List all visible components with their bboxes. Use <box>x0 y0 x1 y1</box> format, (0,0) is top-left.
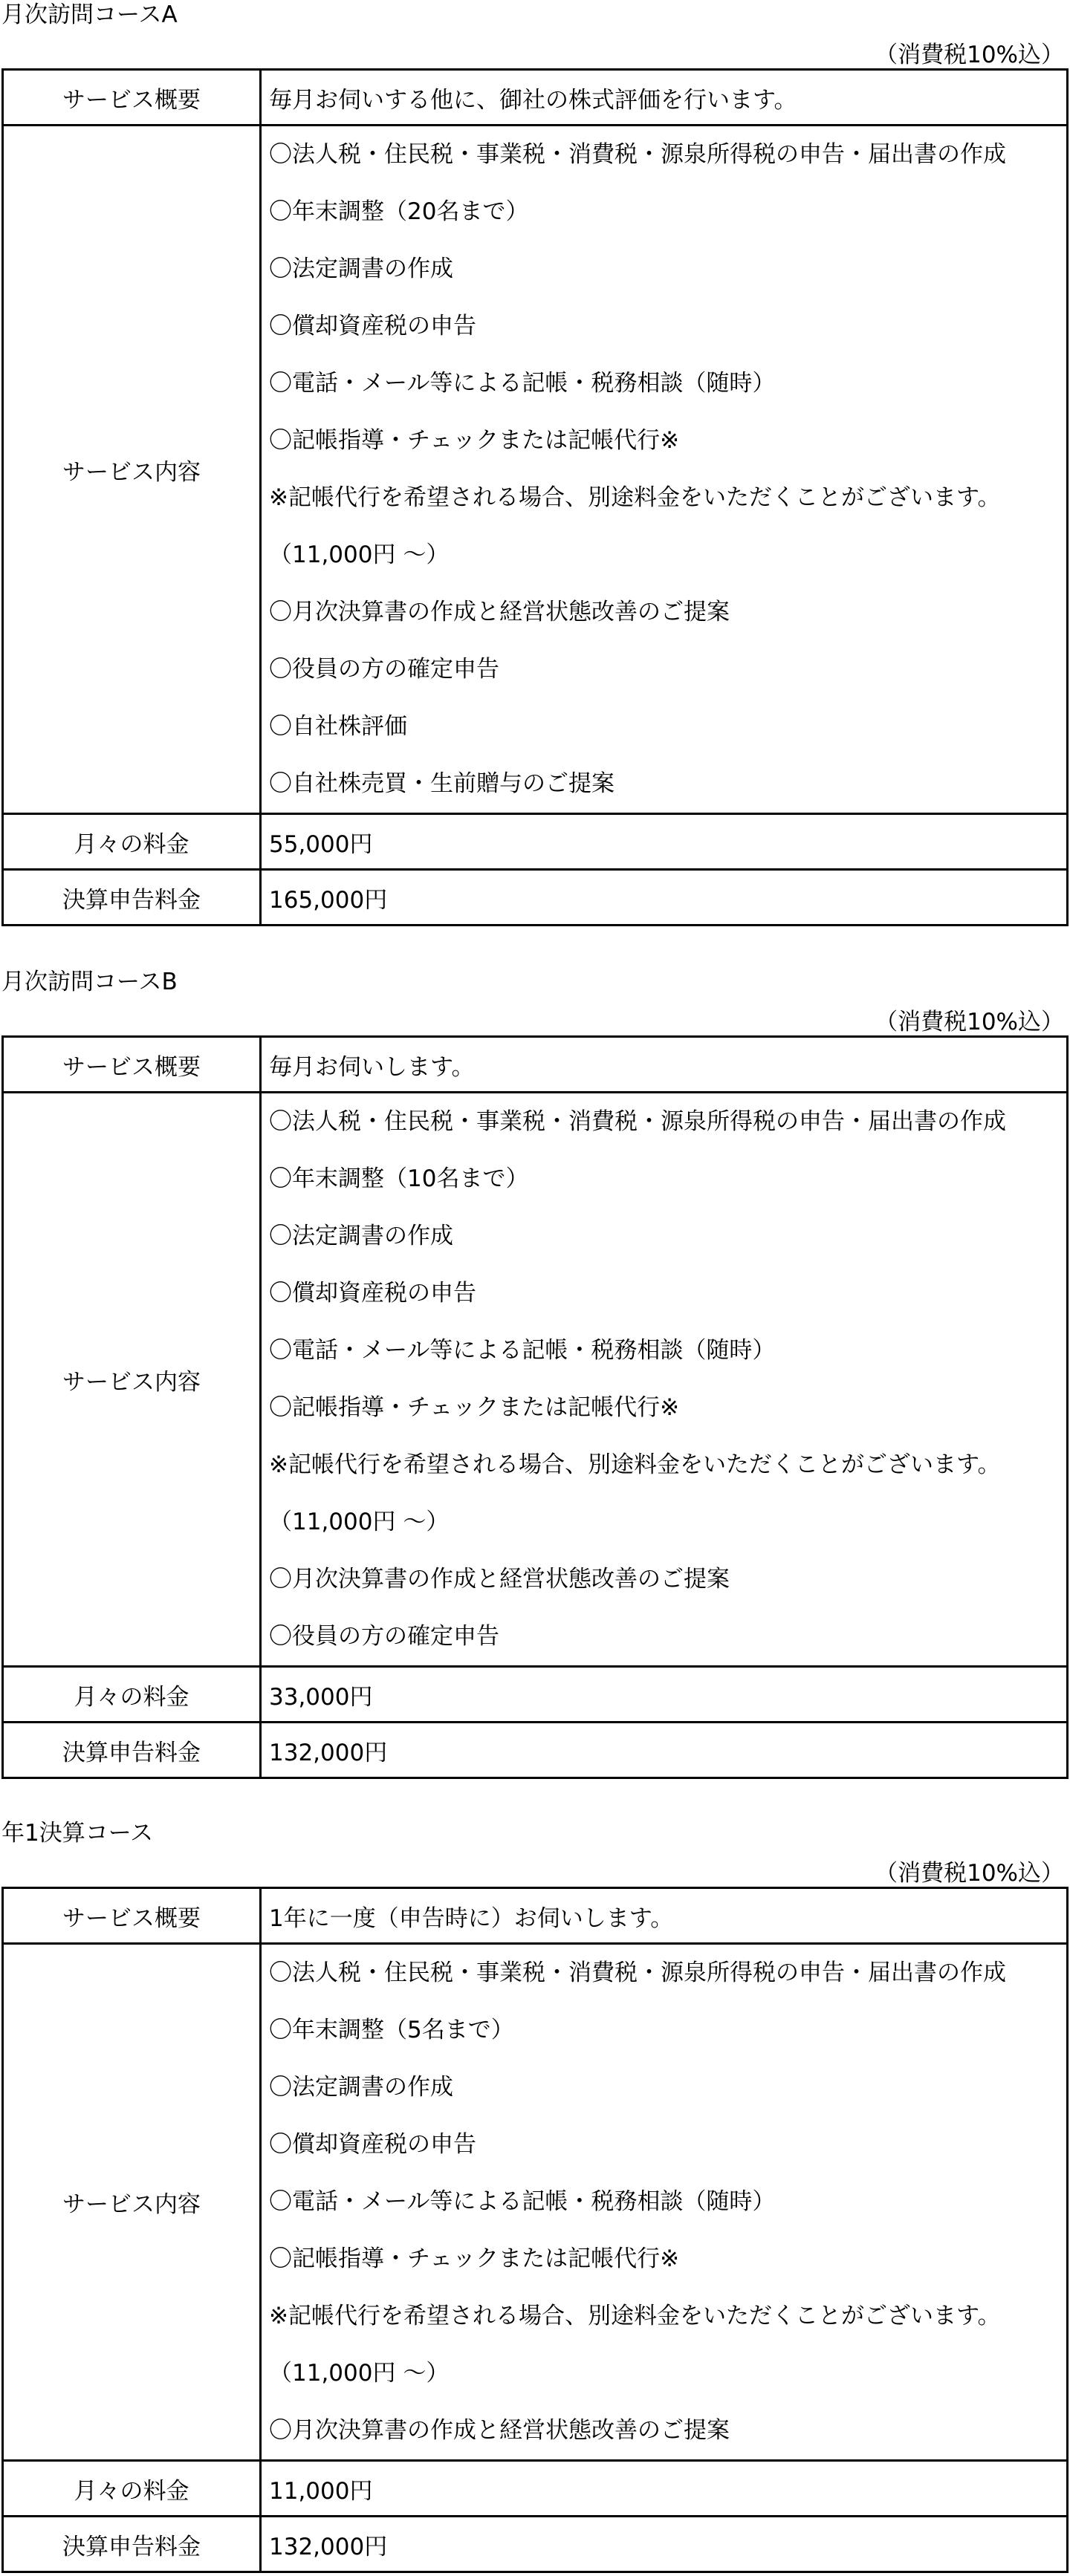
tax-note: （消費税10%込） <box>875 1860 1064 1887</box>
settlement-fee-row <box>3 870 1068 926</box>
overview-row <box>3 70 1068 126</box>
contents-item: 〇記帳指導・チェックまたは記帳代行※ <box>269 427 680 454</box>
contents-item: 〇法人税・住民税・事業税・消費税・源泉所得税の申告・届出書の作成 <box>269 1959 1006 1986</box>
monthly-fee-value: 55,000円 <box>261 814 1068 870</box>
contents-item: 〇年末調整（10名まで） <box>269 1165 529 1192</box>
contents-item: 〇記帳指導・チェックまたは記帳代行※ <box>269 2245 680 2272</box>
contents-label: サービス内容 <box>3 126 261 814</box>
contents-item: 〇月次決算書の作成と経営状態改善のご提案 <box>269 599 730 625</box>
service-table <box>1 68 1069 926</box>
contents-row <box>3 126 1068 814</box>
contents-item: ※記帳代行を希望される場合、別途料金をいただくことがございます。 <box>269 484 1001 511</box>
settlement-fee-row <box>3 1723 1068 1778</box>
course-title: 年1決算コース <box>1 1820 154 1847</box>
tax-note: （消費税10%込） <box>875 1009 1064 1035</box>
monthly-fee-value: 11,000円 <box>261 2461 1068 2517</box>
contents-item: 〇法定調書の作成 <box>269 1223 453 1249</box>
settlement-fee-label: 決算申告料金 <box>3 2517 261 2572</box>
monthly-fee-row <box>3 1667 1068 1723</box>
contents-row <box>3 1944 1068 2461</box>
contents-item: （11,000円 ～） <box>269 2360 450 2387</box>
course-title: 月次訪問コースB <box>1 969 178 995</box>
monthly-fee-row <box>3 2461 1068 2517</box>
overview-row <box>3 1037 1068 1093</box>
contents-item: 〇自社株売買・生前贈与のご提案 <box>269 770 615 797</box>
overview-text: 毎月お伺いする他に、御社の株式評価を行います。 <box>261 70 1068 126</box>
contents-label: サービス内容 <box>3 1093 261 1667</box>
monthly-fee-row <box>3 814 1068 870</box>
overview-label: サービス概要 <box>3 1037 261 1093</box>
contents-item: 〇役員の方の確定申告 <box>269 656 499 683</box>
contents-row <box>3 1093 1068 1667</box>
overview-text: 1年に一度（申告時に）お伺いします。 <box>261 1888 1068 1944</box>
contents-item: 〇電話・メール等による記帳・税務相談（随時） <box>269 370 776 397</box>
contents-item: 〇年末調整（20名まで） <box>269 198 529 225</box>
contents-item: ※記帳代行を希望される場合、別途料金をいただくことがございます。 <box>269 2303 1001 2329</box>
tax-note: （消費税10%込） <box>875 42 1064 68</box>
settlement-fee-value: 132,000円 <box>261 1723 1068 1778</box>
overview-text: 毎月お伺いします。 <box>261 1037 1068 1093</box>
settlement-fee-value: 165,000円 <box>261 870 1068 926</box>
service-table <box>1 1035 1069 1779</box>
settlement-fee-row <box>3 2517 1068 2572</box>
contents-item: 〇法人税・住民税・事業税・消費税・源泉所得税の申告・届出書の作成 <box>269 141 1006 168</box>
contents-label: サービス内容 <box>3 1944 261 2461</box>
contents-item: 〇償却資産税の申告 <box>269 1280 476 1307</box>
contents-item: 〇電話・メール等による記帳・税務相談（随時） <box>269 2188 776 2215</box>
contents-item: 〇償却資産税の申告 <box>269 313 476 339</box>
service-table <box>1 1887 1069 2573</box>
contents-list <box>261 1093 1068 1667</box>
contents-item: 〇記帳指導・チェックまたは記帳代行※ <box>269 1394 680 1421</box>
contents-item: 〇法定調書の作成 <box>269 256 453 282</box>
contents-item: ※記帳代行を希望される場合、別途料金をいただくことがございます。 <box>269 1451 1001 1478</box>
monthly-fee-value: 33,000円 <box>261 1667 1068 1723</box>
contents-item: 〇月次決算書の作成と経営状態改善のご提案 <box>269 1566 730 1593</box>
contents-item: （11,000円 ～） <box>269 1509 450 1535</box>
contents-item: （11,000円 ～） <box>269 541 450 568</box>
contents-item: 〇償却資産税の申告 <box>269 2131 476 2158</box>
settlement-fee-value: 132,000円 <box>261 2517 1068 2572</box>
contents-item: 〇役員の方の確定申告 <box>269 1623 499 1650</box>
monthly-fee-label: 月々の料金 <box>3 2461 261 2517</box>
contents-item: 〇電話・メール等による記帳・税務相談（随時） <box>269 1337 776 1364</box>
overview-label: サービス概要 <box>3 70 261 126</box>
overview-row <box>3 1888 1068 1944</box>
course-title: 月次訪問コースA <box>1 1 178 28</box>
settlement-fee-label: 決算申告料金 <box>3 870 261 926</box>
contents-list <box>261 126 1068 814</box>
contents-item: 〇月次決算書の作成と経営状態改善のご提案 <box>269 2417 730 2444</box>
contents-list <box>261 1944 1068 2461</box>
monthly-fee-label: 月々の料金 <box>3 1667 261 1723</box>
settlement-fee-label: 決算申告料金 <box>3 1723 261 1778</box>
monthly-fee-label: 月々の料金 <box>3 814 261 870</box>
contents-item: 〇法人税・住民税・事業税・消費税・源泉所得税の申告・届出書の作成 <box>269 1108 1006 1135</box>
overview-label: サービス概要 <box>3 1888 261 1944</box>
contents-item: 〇自社株評価 <box>269 713 407 740</box>
contents-item: 〇年末調整（5名まで） <box>269 2017 514 2043</box>
contents-item: 〇法定調書の作成 <box>269 2074 453 2101</box>
